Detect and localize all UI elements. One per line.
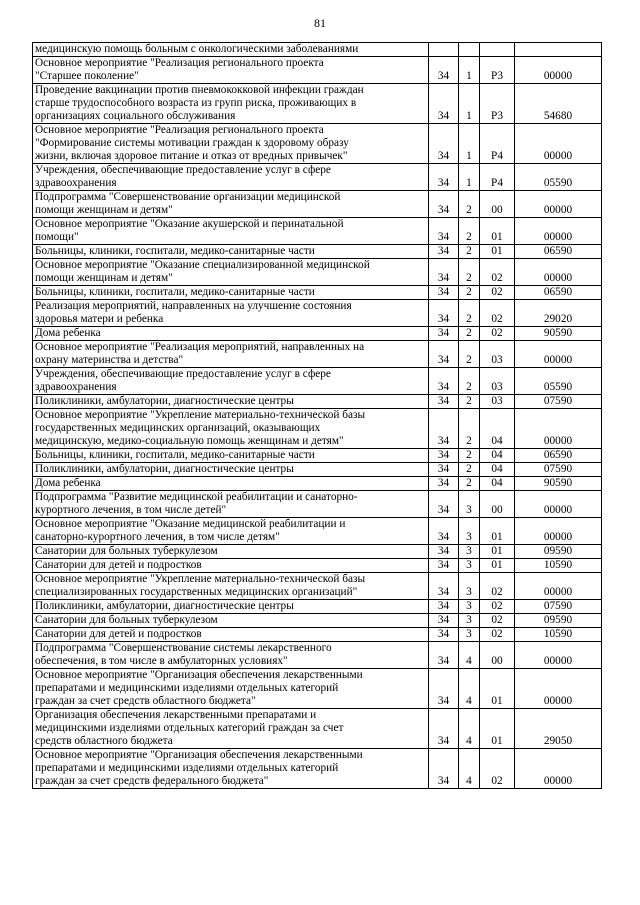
program-code-cell: 34 <box>429 84 459 124</box>
direction-code-cell: 54680 <box>515 84 602 124</box>
table-row <box>33 409 602 449</box>
table-row <box>33 43 602 57</box>
direction-code-cell: 10590 <box>515 559 602 573</box>
row-name-cell: Основное мероприятие "Оказание акушерской и перинатальной помощи" <box>33 218 429 245</box>
table-row <box>33 669 602 709</box>
row-name-cell: Больницы, клиники, госпитали, медико-санитарные части <box>33 449 429 463</box>
direction-code-cell: 06590 <box>515 449 602 463</box>
subprogram-code-cell: 3 <box>459 545 480 559</box>
table-row <box>33 573 602 600</box>
table-row <box>33 642 602 669</box>
direction-code-cell: 00000 <box>515 218 602 245</box>
activity-code-cell: 04 <box>480 409 515 449</box>
subprogram-code-cell: 3 <box>459 491 480 518</box>
program-code-cell: 34 <box>429 368 459 395</box>
direction-code-cell: 90590 <box>515 327 602 341</box>
activity-code-cell: 00 <box>480 642 515 669</box>
subprogram-code-cell: 3 <box>459 559 480 573</box>
row-name-cell: медицинскую помощь больным с онкологическими заболеваниями <box>33 43 429 57</box>
program-code-cell: 34 <box>429 395 459 409</box>
subprogram-code-cell: 2 <box>459 327 480 341</box>
direction-code-cell: 10590 <box>515 628 602 642</box>
program-code-cell: 34 <box>429 573 459 600</box>
table-row <box>33 518 602 545</box>
direction-code-cell: 07590 <box>515 395 602 409</box>
program-code-cell: 34 <box>429 463 459 477</box>
subprogram-code-cell: 2 <box>459 191 480 218</box>
program-code-cell: 34 <box>429 218 459 245</box>
subprogram-code-cell: 2 <box>459 395 480 409</box>
row-name-cell: Санатории для детей и подростков <box>33 628 429 642</box>
program-code-cell: 34 <box>429 642 459 669</box>
direction-code-cell: 09590 <box>515 545 602 559</box>
direction-code-cell: 00000 <box>515 191 602 218</box>
activity-code-cell <box>480 43 515 57</box>
activity-code-cell: 02 <box>480 327 515 341</box>
activity-code-cell: 02 <box>480 614 515 628</box>
row-name-cell: Основное мероприятие "Оказание специализированной медицинской помощи женщинам и детям" <box>33 259 429 286</box>
program-code-cell: 34 <box>429 286 459 300</box>
row-name-cell: Дома ребенка <box>33 327 429 341</box>
direction-code-cell: 90590 <box>515 477 602 491</box>
direction-code-cell: 00000 <box>515 518 602 545</box>
program-code-cell: 34 <box>429 518 459 545</box>
subprogram-code-cell: 2 <box>459 259 480 286</box>
table-row <box>33 191 602 218</box>
activity-code-cell: 04 <box>480 477 515 491</box>
activity-code-cell: 02 <box>480 749 515 789</box>
subprogram-code-cell <box>459 43 480 57</box>
activity-code-cell: 01 <box>480 559 515 573</box>
row-name-cell: Учреждения, обеспечивающие предоставление услуг в сфере здравоохранения <box>33 368 429 395</box>
subprogram-code-cell: 2 <box>459 286 480 300</box>
subprogram-code-cell: 4 <box>459 749 480 789</box>
direction-code-cell: 06590 <box>515 245 602 259</box>
activity-code-cell: 01 <box>480 669 515 709</box>
direction-code-cell: 00000 <box>515 259 602 286</box>
program-code-cell: 34 <box>429 57 459 84</box>
subprogram-code-cell: 1 <box>459 84 480 124</box>
row-name-cell: Дома ребенка <box>33 477 429 491</box>
table-row <box>33 559 602 573</box>
subprogram-code-cell: 2 <box>459 218 480 245</box>
table-row <box>33 259 602 286</box>
subprogram-code-cell: 3 <box>459 573 480 600</box>
row-name-cell: Подпрограмма "Совершенствование системы лекарственного обеспечения, в том числе в амбулаторных условиях" <box>33 642 429 669</box>
direction-code-cell: 05590 <box>515 164 602 191</box>
program-code-cell: 34 <box>429 300 459 327</box>
page-number: 81 <box>314 16 326 30</box>
table-row <box>33 124 602 164</box>
table-row <box>33 449 602 463</box>
table-row <box>33 395 602 409</box>
activity-code-cell: 02 <box>480 573 515 600</box>
subprogram-code-cell: 2 <box>459 341 480 368</box>
row-name-cell: Основное мероприятие "Укрепление материально-технической базы специализированных государственных медицинских организаций" <box>33 573 429 600</box>
table-row <box>33 463 602 477</box>
activity-code-cell: 01 <box>480 518 515 545</box>
subprogram-code-cell: 3 <box>459 628 480 642</box>
row-name-cell: Санатории для больных туберкулезом <box>33 545 429 559</box>
direction-code-cell: 29050 <box>515 709 602 749</box>
activity-code-cell: 04 <box>480 463 515 477</box>
row-name-cell: Организация обеспечения лекарственными препаратами и медицинскими изделиями отдельных категорий граждан за счет средств областного бюджета <box>33 709 429 749</box>
subprogram-code-cell: 1 <box>459 57 480 84</box>
row-name-cell: Реализация мероприятий, направленных на улучшение состояния здоровья матери и ребенка <box>33 300 429 327</box>
table-row <box>33 341 602 368</box>
subprogram-code-cell: 3 <box>459 518 480 545</box>
direction-code-cell: 00000 <box>515 749 602 789</box>
direction-code-cell: 00000 <box>515 573 602 600</box>
program-code-cell: 34 <box>429 259 459 286</box>
table-row <box>33 84 602 124</box>
subprogram-code-cell: 2 <box>459 449 480 463</box>
subprogram-code-cell: 4 <box>459 709 480 749</box>
table-row <box>33 245 602 259</box>
subprogram-code-cell: 2 <box>459 245 480 259</box>
table-row <box>33 477 602 491</box>
subprogram-code-cell: 4 <box>459 669 480 709</box>
direction-code-cell <box>515 43 602 57</box>
activity-code-cell: 02 <box>480 259 515 286</box>
activity-code-cell: 01 <box>480 245 515 259</box>
program-code-cell: 34 <box>429 327 459 341</box>
activity-code-cell: 01 <box>480 545 515 559</box>
table-row <box>33 709 602 749</box>
row-name-cell: Подпрограмма "Развитие медицинской реабилитации и санаторно- курортного лечения, в том числе детей" <box>33 491 429 518</box>
row-name-cell: Основное мероприятие "Реализация регионального проекта "Формирование системы мотивации граждан к здоровому образу жизни, включая здоровое питание и отказ от вредных привычек" <box>33 124 429 164</box>
row-name-cell: Поликлиники, амбулатории, диагностические центры <box>33 463 429 477</box>
activity-code-cell: 03 <box>480 368 515 395</box>
table-row <box>33 628 602 642</box>
row-name-cell: Поликлиники, амбулатории, диагностические центры <box>33 600 429 614</box>
table-row <box>33 368 602 395</box>
direction-code-cell: 00000 <box>515 57 602 84</box>
row-name-cell: Санатории для больных туберкулезом <box>33 614 429 628</box>
program-code-cell: 34 <box>429 614 459 628</box>
program-code-cell: 34 <box>429 409 459 449</box>
row-name-cell: Учреждения, обеспечивающие предоставление услуг в сфере здравоохранения <box>33 164 429 191</box>
row-name-cell: Основное мероприятие "Реализация мероприятий, направленных на охрану материнства и детства" <box>33 341 429 368</box>
activity-code-cell: P3 <box>480 84 515 124</box>
activity-code-cell: P3 <box>480 57 515 84</box>
subprogram-code-cell: 1 <box>459 124 480 164</box>
subprogram-code-cell: 4 <box>459 642 480 669</box>
row-name-cell: Основное мероприятие "Организация обеспечения лекарственными препаратами и медицинскими изделиями отдельных категорий граждан за счет средств областного бюджета" <box>33 669 429 709</box>
table-row <box>33 286 602 300</box>
row-name-cell: Больницы, клиники, госпитали, медико-санитарные части <box>33 245 429 259</box>
row-name-cell: Поликлиники, амбулатории, диагностические центры <box>33 395 429 409</box>
activity-code-cell: P4 <box>480 124 515 164</box>
direction-code-cell: 07590 <box>515 463 602 477</box>
program-code-cell: 34 <box>429 491 459 518</box>
program-code-cell: 34 <box>429 245 459 259</box>
subprogram-code-cell: 2 <box>459 409 480 449</box>
table-row <box>33 600 602 614</box>
direction-code-cell: 06590 <box>515 286 602 300</box>
program-code-cell: 34 <box>429 164 459 191</box>
direction-code-cell: 00000 <box>515 124 602 164</box>
table-row <box>33 491 602 518</box>
row-name-cell: Больницы, клиники, госпитали, медико-санитарные части <box>33 286 429 300</box>
activity-code-cell: 03 <box>480 395 515 409</box>
direction-code-cell: 00000 <box>515 409 602 449</box>
direction-code-cell: 07590 <box>515 600 602 614</box>
program-code-cell: 34 <box>429 545 459 559</box>
program-code-cell: 34 <box>429 191 459 218</box>
program-code-cell: 34 <box>429 449 459 463</box>
table-row <box>33 327 602 341</box>
direction-code-cell: 00000 <box>515 642 602 669</box>
program-code-cell: 34 <box>429 477 459 491</box>
program-code-cell: 34 <box>429 709 459 749</box>
program-code-cell: 34 <box>429 559 459 573</box>
direction-code-cell: 29020 <box>515 300 602 327</box>
budget-table-body <box>33 43 602 789</box>
program-code-cell: 34 <box>429 341 459 368</box>
subprogram-code-cell: 1 <box>459 164 480 191</box>
table-row <box>33 614 602 628</box>
activity-code-cell: 01 <box>480 218 515 245</box>
table-row <box>33 749 602 789</box>
table-row <box>33 164 602 191</box>
row-name-cell: Основное мероприятие "Реализация регионального проекта "Старшее поколение" <box>33 57 429 84</box>
table-row <box>33 218 602 245</box>
direction-code-cell: 05590 <box>515 368 602 395</box>
activity-code-cell: 02 <box>480 300 515 327</box>
activity-code-cell: 03 <box>480 341 515 368</box>
table-row <box>33 300 602 327</box>
activity-code-cell: 02 <box>480 286 515 300</box>
row-name-cell: Проведение вакцинации против пневмококковой инфекции граждан старше трудоспособного возраста из групп риска, проживающих в организациях социального обслуживания <box>33 84 429 124</box>
row-name-cell: Основное мероприятие "Укрепление материально-технической базы государственных медицинских организаций, оказывающих медицинскую, медико-социальную помощь женщинам и детям" <box>33 409 429 449</box>
direction-code-cell: 00000 <box>515 341 602 368</box>
subprogram-code-cell: 3 <box>459 600 480 614</box>
activity-code-cell: 00 <box>480 491 515 518</box>
program-code-cell: 34 <box>429 669 459 709</box>
activity-code-cell: 02 <box>480 600 515 614</box>
activity-code-cell: P4 <box>480 164 515 191</box>
subprogram-code-cell: 2 <box>459 300 480 327</box>
row-name-cell: Основное мероприятие "Оказание медицинской реабилитации и санаторно-курортного лечения, в том числе детям" <box>33 518 429 545</box>
table-row <box>33 57 602 84</box>
activity-code-cell: 01 <box>480 709 515 749</box>
activity-code-cell: 04 <box>480 449 515 463</box>
activity-code-cell: 00 <box>480 191 515 218</box>
subprogram-code-cell: 2 <box>459 477 480 491</box>
direction-code-cell: 00000 <box>515 669 602 709</box>
program-code-cell: 34 <box>429 124 459 164</box>
direction-code-cell: 09590 <box>515 614 602 628</box>
subprogram-code-cell: 2 <box>459 463 480 477</box>
program-code-cell: 34 <box>429 628 459 642</box>
subprogram-code-cell: 3 <box>459 614 480 628</box>
direction-code-cell: 00000 <box>515 491 602 518</box>
row-name-cell: Санатории для детей и подростков <box>33 559 429 573</box>
subprogram-code-cell: 2 <box>459 368 480 395</box>
row-name-cell: Основное мероприятие "Организация обеспечения лекарственными препаратами и медицинскими изделиями отдельных категорий граждан за счет средств федерального бюджета" <box>33 749 429 789</box>
table-row <box>33 545 602 559</box>
program-code-cell <box>429 43 459 57</box>
row-name-cell: Подпрограмма "Совершенствование организации медицинской помощи женщинам и детям" <box>33 191 429 218</box>
program-code-cell: 34 <box>429 749 459 789</box>
program-code-cell: 34 <box>429 600 459 614</box>
budget-table <box>32 42 602 789</box>
activity-code-cell: 02 <box>480 628 515 642</box>
